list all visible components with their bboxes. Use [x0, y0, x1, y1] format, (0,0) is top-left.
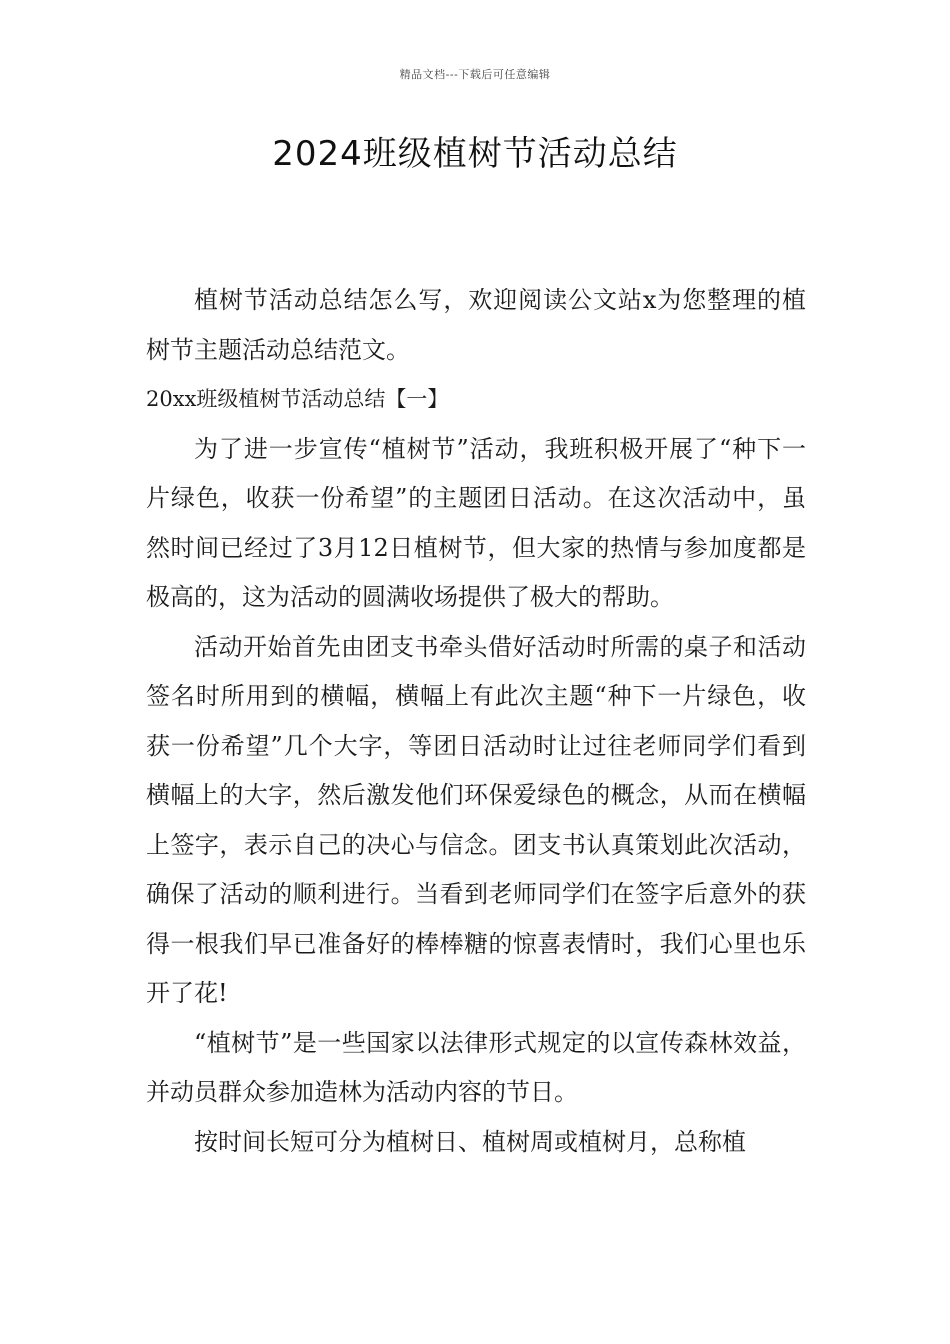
section-heading: 20xx班级植树节活动总结【一】: [146, 387, 449, 411]
document-title: 2024班级植树节活动总结: [272, 134, 678, 174]
body-paragraph-2: 活动开始首先由团支书牵头借好活动时所需的桌子和活动签名时所用到的横幅，横幅上有此次主题“种下一片绿色，收获一份希望”几个大字，等团日活动时让过往老师同学们看到横幅上的大字，然后激发他们环保爱绿色的概念，从而在横幅上签字，表示自己的决心与信念。团支书认真策划此次活动，确保了活动的顺利进行。当看到老师同学们在签字后意外的获得一根我们早已准备好的棒棒糖的惊喜表情时，我们心里也乐开了花!: [146, 632, 806, 1007]
intro-paragraph: 植树节活动总结怎么写，欢迎阅读公文站x为您整理的植树节主题活动总结范文。: [146, 286, 806, 364]
body-paragraph-4: 按时间长短可分为植树日、植树周或植树月，总称植: [194, 1127, 746, 1156]
document-body: [146, 276, 806, 1167]
body-paragraph-3: “植树节”是一些国家以法律形式规定的以宣传森林效益，并动员群众参加造林为活动内容的节日。: [146, 1028, 806, 1106]
header-note: 精品文档---下载后可任意编辑: [399, 68, 551, 81]
body-paragraph-1: 为了进一步宣传“植树节”活动，我班积极开展了“种下一片绿色，收获一份希望”的主题团日活动。在这次活动中，虽然时间已经过了3月12日植树节，但大家的热情与参加度都是极高的，这为活动的圆满收场提供了极大的帮助。: [146, 434, 806, 611]
